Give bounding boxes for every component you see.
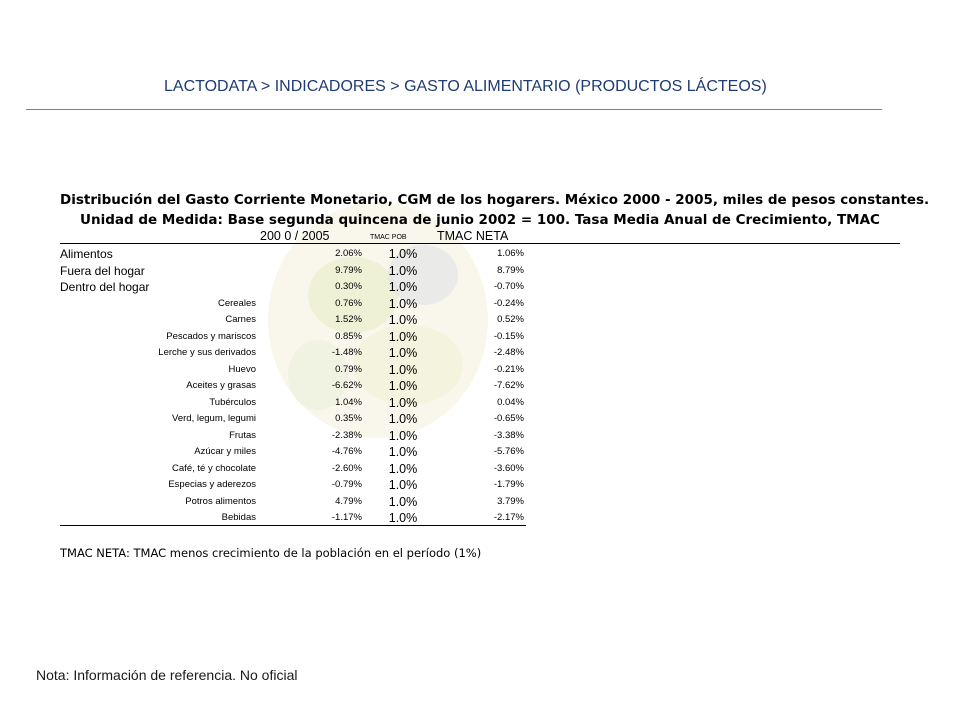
header-tmac-neta: TMAC NETA bbox=[437, 229, 509, 243]
row-label: Tubérculos bbox=[209, 396, 256, 408]
row-value-2000-2005: 2.06% bbox=[335, 248, 362, 259]
row-value-tmac-neta: -3.38% bbox=[493, 429, 524, 441]
row-value-tmac-neta: -1.79% bbox=[493, 479, 524, 490]
header-divider bbox=[26, 109, 882, 110]
row-value-2000-2005: 0.35% bbox=[335, 413, 362, 424]
row-label: Frutas bbox=[229, 429, 256, 441]
row-value-tmac-pob: 1.0% bbox=[388, 263, 418, 278]
table-bottom-line bbox=[60, 525, 526, 526]
row-value-tmac-neta: -0.24% bbox=[493, 297, 524, 309]
row-value-tmac-pob: 1.0% bbox=[388, 428, 418, 443]
row-value-tmac-pob: 1.0% bbox=[388, 395, 418, 410]
row-value-tmac-neta: 1.06% bbox=[497, 248, 524, 259]
row-value-tmac-pob: 1.0% bbox=[388, 511, 418, 525]
row-value-tmac-neta: -0.21% bbox=[493, 363, 524, 375]
row-label: Bebidas bbox=[221, 512, 256, 523]
row-value-tmac-neta: -5.76% bbox=[493, 446, 524, 457]
row-label: Carnes bbox=[225, 314, 256, 325]
table-row bbox=[60, 263, 526, 280]
row-value-2000-2005: -2.60% bbox=[331, 462, 362, 474]
table-row bbox=[60, 461, 526, 478]
row-label: Lerche y sus derivados bbox=[158, 347, 256, 358]
row-value-tmac-pob: 1.0% bbox=[388, 494, 418, 509]
row-label: Verd, legum, legumi bbox=[172, 413, 256, 424]
row-value-tmac-neta: -0.70% bbox=[493, 281, 524, 292]
row-value-tmac-neta: 0.52% bbox=[497, 314, 524, 325]
header-period: 200 0 / 2005 bbox=[260, 229, 330, 243]
footnote: TMAC NETA: TMAC menos crecimiento de la población en el período (1%) bbox=[60, 546, 482, 560]
table-row bbox=[60, 378, 526, 395]
row-value-tmac-neta: -2.17% bbox=[493, 512, 524, 523]
title-line-1: Distribución del Gasto Corriente Monetario, CGM de los hogarers. México 2000 - 2005, miles de pesos constantes. bbox=[60, 192, 930, 208]
header-line bbox=[60, 243, 900, 244]
table-row bbox=[60, 444, 526, 461]
row-value-2000-2005: -6.62% bbox=[331, 380, 362, 391]
table-row bbox=[60, 395, 526, 412]
row-value-tmac-neta: -0.15% bbox=[493, 330, 524, 342]
title-line-2: Unidad de Medida: Base segunda quincena de junio 2002 = 100. Tasa Media Anual de Crecimiento, TMAC bbox=[80, 212, 880, 228]
row-value-tmac-pob: 1.0% bbox=[388, 346, 418, 360]
row-label: Cereales bbox=[217, 297, 256, 309]
breadcrumb: LACTODATA > INDICADORES > GASTO ALIMENTARIO (PRODUCTOS LÁCTEOS) bbox=[164, 78, 767, 95]
header-tmac-pob: TMAC POB bbox=[370, 234, 407, 241]
row-label: Café, té y chocolate bbox=[172, 462, 256, 474]
table-row bbox=[60, 329, 526, 346]
row-value-tmac-pob: 1.0% bbox=[388, 313, 418, 327]
row-value-tmac-pob: 1.0% bbox=[388, 461, 418, 476]
row-value-2000-2005: 0.76% bbox=[335, 297, 362, 309]
row-value-tmac-neta: -3.60% bbox=[493, 462, 524, 474]
row-value-tmac-neta: 0.04% bbox=[497, 396, 524, 408]
row-value-2000-2005: 4.79% bbox=[335, 495, 362, 507]
row-value-2000-2005: -0.79% bbox=[331, 479, 362, 490]
row-label: Alimentos bbox=[60, 247, 113, 261]
row-value-tmac-neta: -0.65% bbox=[493, 413, 524, 424]
table-row bbox=[60, 411, 526, 428]
table-row bbox=[60, 296, 526, 313]
row-value-tmac-pob: 1.0% bbox=[388, 296, 418, 311]
row-value-tmac-pob: 1.0% bbox=[388, 280, 418, 294]
row-value-2000-2005: -2.38% bbox=[331, 429, 362, 441]
row-value-tmac-pob: 1.0% bbox=[388, 362, 418, 377]
row-label: Huevo bbox=[228, 363, 256, 375]
nota-disclaimer: Nota: Información de referencia. No oficial bbox=[36, 667, 298, 683]
row-value-tmac-pob: 1.0% bbox=[388, 247, 418, 261]
table-title bbox=[60, 190, 930, 230]
row-label: Especias y aderezos bbox=[168, 479, 256, 490]
row-value-2000-2005: 0.85% bbox=[335, 330, 362, 342]
row-value-2000-2005: -1.48% bbox=[331, 347, 362, 358]
row-value-2000-2005: 1.04% bbox=[335, 396, 362, 408]
row-label: Fuera del hogar bbox=[60, 263, 145, 278]
row-value-2000-2005: 1.52% bbox=[335, 314, 362, 325]
row-value-2000-2005: 9.79% bbox=[335, 264, 362, 276]
row-value-tmac-pob: 1.0% bbox=[388, 329, 418, 344]
table-row bbox=[60, 279, 526, 296]
row-label: Azúcar y miles bbox=[194, 446, 256, 457]
row-value-tmac-neta: 8.79% bbox=[497, 264, 524, 276]
row-value-2000-2005: 0.79% bbox=[335, 363, 362, 375]
table-row bbox=[60, 312, 526, 329]
row-value-2000-2005: 0.30% bbox=[335, 281, 362, 292]
table-row bbox=[60, 477, 526, 494]
row-label: Aceites y grasas bbox=[186, 380, 256, 391]
row-value-tmac-pob: 1.0% bbox=[388, 412, 418, 426]
row-label: Pescados y mariscos bbox=[166, 330, 256, 342]
row-value-tmac-pob: 1.0% bbox=[388, 478, 418, 492]
table-row bbox=[60, 428, 526, 445]
table-row bbox=[60, 362, 526, 379]
row-value-tmac-neta: 3.79% bbox=[497, 495, 524, 507]
row-value-2000-2005: -4.76% bbox=[331, 446, 362, 457]
table-row bbox=[60, 345, 526, 362]
row-value-tmac-pob: 1.0% bbox=[388, 379, 418, 393]
row-value-2000-2005: -1.17% bbox=[331, 512, 362, 523]
data-table bbox=[60, 246, 526, 527]
row-value-tmac-neta: -2.48% bbox=[493, 347, 524, 358]
row-value-tmac-pob: 1.0% bbox=[388, 445, 418, 459]
table-row bbox=[60, 494, 526, 511]
row-label: Dentro del hogar bbox=[60, 280, 150, 294]
table-row bbox=[60, 246, 526, 263]
row-label: Potros alimentos bbox=[185, 495, 256, 507]
row-value-tmac-neta: -7.62% bbox=[493, 380, 524, 391]
